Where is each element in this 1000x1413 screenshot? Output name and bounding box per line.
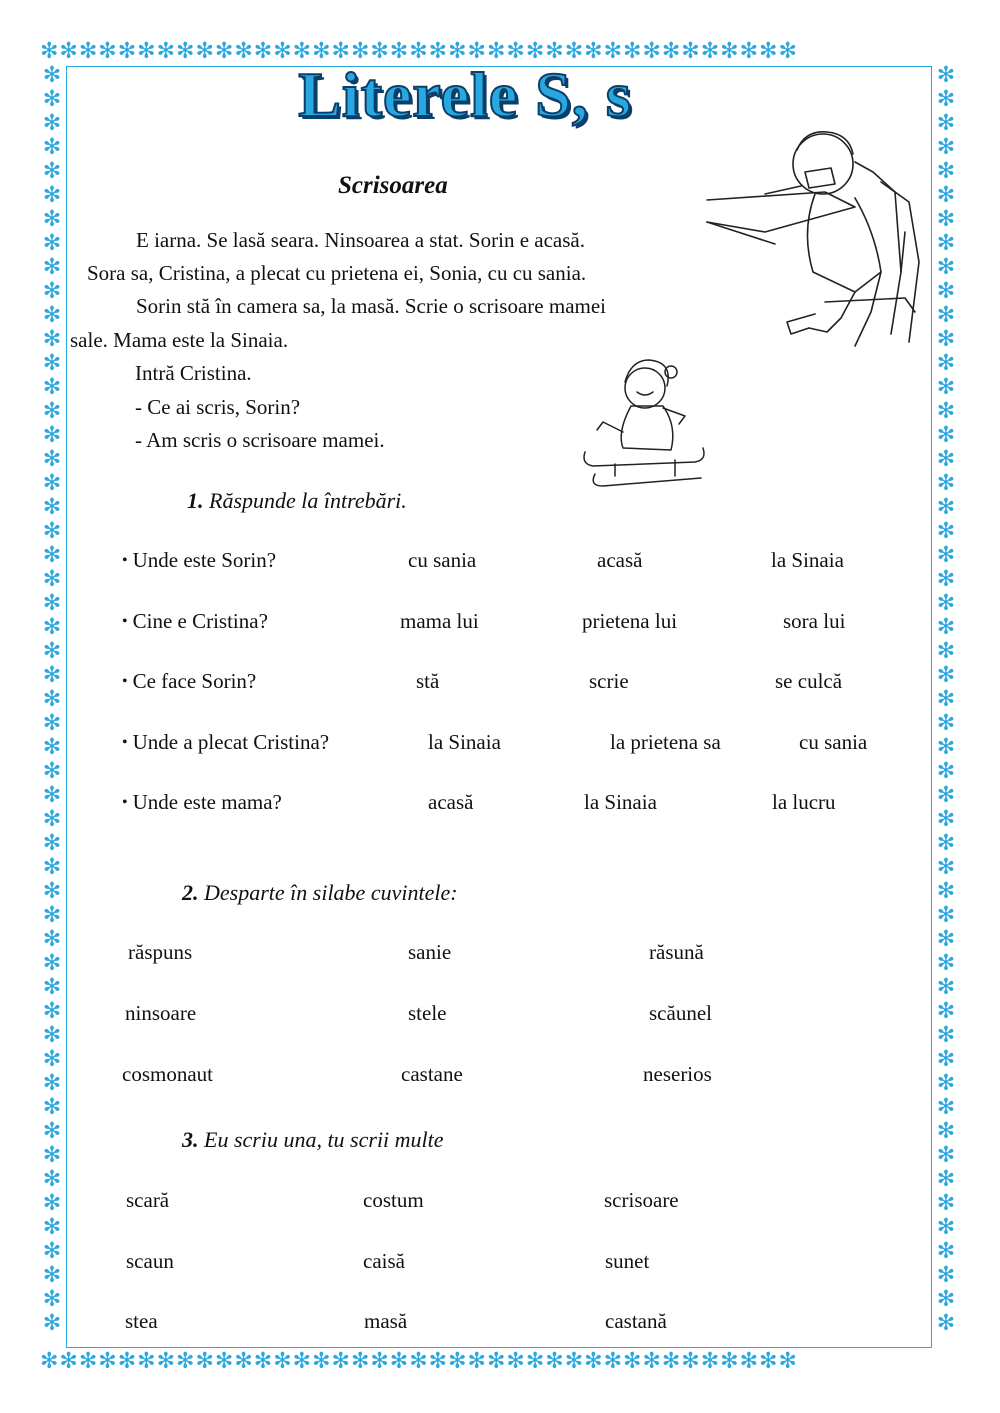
answer-option[interactable]: cu sania xyxy=(408,548,477,572)
word: stea xyxy=(125,1309,158,1333)
answer-option[interactable]: acasă xyxy=(428,790,474,814)
word: neserios xyxy=(643,1062,712,1086)
answer-option[interactable]: la Sinaia xyxy=(771,548,844,572)
word: răspuns xyxy=(128,940,193,964)
answer-option[interactable]: prietena lui xyxy=(582,609,678,633)
dialogue-line: - Am scris o scrisoare mamei. xyxy=(135,428,385,452)
word: masă xyxy=(364,1309,408,1333)
answer-option[interactable]: se culcă xyxy=(775,669,843,693)
exercise-number: 2. xyxy=(182,880,199,905)
question: • Unde este mama? xyxy=(122,790,282,815)
word: caisă xyxy=(363,1249,405,1273)
word: castană xyxy=(605,1309,667,1333)
word: costum xyxy=(363,1188,424,1212)
answer-option[interactable]: la Sinaia xyxy=(584,790,657,814)
exercise-number: 1. xyxy=(187,488,204,513)
story-line: Intră Cristina. xyxy=(135,361,252,385)
word: răsună xyxy=(649,940,704,964)
answer-option[interactable]: la lucru xyxy=(772,790,836,814)
answer-option[interactable]: la prietena sa xyxy=(610,730,721,754)
exercise-number: 3. xyxy=(182,1127,199,1152)
word: scară xyxy=(126,1188,170,1212)
word: castane xyxy=(401,1062,463,1086)
story-line: Sorin stă în camera sa, la masă. Scrie o scrisoare mamei xyxy=(136,294,606,318)
word: sanie xyxy=(408,940,452,964)
child-on-sled-illustration xyxy=(575,352,715,492)
word: scăunel xyxy=(649,1001,712,1025)
snowflake-border-icon: ✻✻✻✻✻✻✻✻✻✻✻✻✻✻✻✻✻✻✻✻✻✻✻✻✻✻✻✻✻✻✻✻✻✻✻✻✻✻✻✻✻✻✻✻✻✻✻✻✻✻✻✻✻ xyxy=(42,64,62,1336)
exercise-instruction: Răspunde la întrebări. xyxy=(209,488,407,513)
snowflake-border-icon: ✻✻✻✻✻✻✻✻✻✻✻✻✻✻✻✻✻✻✻✻✻✻✻✻✻✻✻✻✻✻✻✻✻✻✻✻✻✻✻ xyxy=(40,1350,798,1374)
word: ninsoare xyxy=(125,1001,197,1025)
exercise-instruction: Desparte în silabe cuvintele: xyxy=(204,880,458,905)
story-title: Scrisoarea xyxy=(338,172,448,199)
exercise-instruction: Eu scriu una, tu scrii multe xyxy=(204,1127,444,1152)
story-line: E iarna. Se lasă seara. Ninsoarea a stat. Sorin e acasă. xyxy=(136,228,585,252)
answer-option[interactable]: mama lui xyxy=(400,609,479,633)
dialogue-line: - Ce ai scris, Sorin? xyxy=(135,395,301,419)
snowflake-border-icon: ✻✻✻✻✻✻✻✻✻✻✻✻✻✻✻✻✻✻✻✻✻✻✻✻✻✻✻✻✻✻✻✻✻✻✻✻✻✻✻✻✻✻✻✻✻✻✻✻✻✻✻✻✻ xyxy=(936,64,956,1336)
story-line: sale. Mama este la Sinaia. xyxy=(70,328,289,352)
answer-option[interactable]: la Sinaia xyxy=(428,730,501,754)
word: scrisoare xyxy=(604,1188,679,1212)
word: sunet xyxy=(605,1249,650,1273)
word: scaun xyxy=(126,1249,174,1273)
question: • Unde este Sorin? xyxy=(122,548,276,573)
word: cosmonaut xyxy=(122,1062,213,1086)
snowflake-border-icon: ✻✻✻✻✻✻✻✻✻✻✻✻✻✻✻✻✻✻✻✻✻✻✻✻✻✻✻✻✻✻✻✻✻✻✻✻✻✻✻ xyxy=(40,40,798,64)
question: • Ce face Sorin? xyxy=(122,669,256,694)
answer-option[interactable]: sora lui xyxy=(783,609,846,633)
page-title: Literele S, s xyxy=(298,59,632,130)
answer-option[interactable]: stă xyxy=(416,669,440,693)
exercise-1-heading xyxy=(187,488,407,514)
answer-option[interactable]: acasă xyxy=(597,548,643,572)
question: • Unde a plecat Cristina? xyxy=(122,730,329,755)
answer-option[interactable]: scrie xyxy=(589,669,629,693)
exercise-3-heading xyxy=(182,1127,444,1153)
story-line: Sora sa, Cristina, a plecat cu prietena ei, Sonia, cu cu sania. xyxy=(87,261,587,285)
word: stele xyxy=(408,1001,447,1025)
answer-option[interactable]: cu sania xyxy=(799,730,868,754)
boy-writing-illustration xyxy=(705,122,935,362)
exercise-2-heading xyxy=(182,880,458,906)
question: • Cine e Cristina? xyxy=(122,609,268,634)
